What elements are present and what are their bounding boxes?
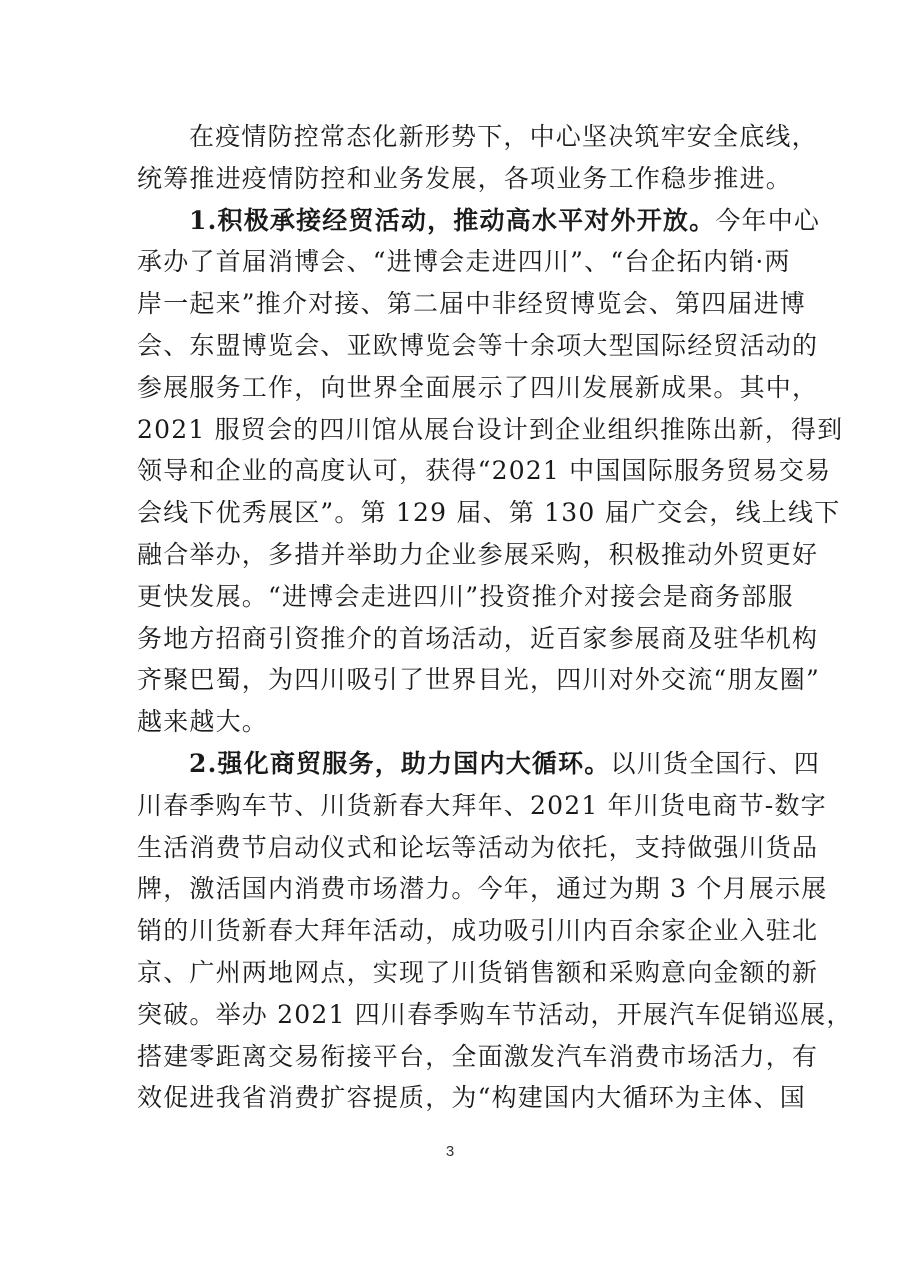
text-line: 生活消费节启动仪式和论坛等活动为依托，支持做强川货品 xyxy=(137,832,819,862)
text-line: 参展服务工作，向世界全面展示了四川发展新成果。其中， xyxy=(137,372,819,402)
text-line: 牌，激活国内消费市场潜力。今年，通过为期 3 个月展示展 xyxy=(137,874,828,904)
text-run: 以川货全国行、四 xyxy=(610,748,821,778)
section-first-line xyxy=(137,743,821,785)
text-line: 在疫情防控常态化新形势下，中心坚决筑牢安全底线， xyxy=(189,122,818,151)
text-line: 搭建零距离交易衔接平台，全面激发汽车消费市场活力，有 xyxy=(137,1041,819,1071)
text-line: 2021 服贸会的四川馆从展台设计到企业组织推陈出新，得到 xyxy=(137,414,844,444)
text-line: 效促进我省消费扩容提质，为“构建国内大循环为主体、国 xyxy=(137,1083,806,1113)
text-line: 川春季购车节、川货新春大拜年、2021 年川货电商节-数字 xyxy=(137,790,827,820)
text-line: 会线下优秀展区”。第 129 届、第 130 届广交会，线上线下 xyxy=(137,498,841,528)
text-line: 务地方招商引资推介的首场活动，近百家参展商及驻华机构 xyxy=(137,623,819,653)
paragraph-section-2 xyxy=(137,743,853,1119)
paragraph-section-1 xyxy=(137,200,844,743)
section-heading: 1.积极承接经贸活动，推动高水平对外开放。 xyxy=(189,205,716,235)
text-line: 越来越大。 xyxy=(137,707,269,737)
text-line: 领导和企业的高度认可，获得“2021 中国国际服务贸易交易 xyxy=(137,456,832,486)
text-line: 承办了首届消博会、“进博会走进四川”、“台企拓内销·两 xyxy=(137,247,791,277)
document-page xyxy=(137,116,853,1119)
text-line: 齐聚巴蜀，为四川吸引了世界目光，四川对外交流“朋友圈” xyxy=(137,665,820,695)
text-line: 融合举办，多措并举助力企业参展采购，积极推动外贸更好 xyxy=(137,539,819,569)
text-line: 会、东盟博览会、亚欧博览会等十余项大型国际经贸活动的 xyxy=(137,330,819,360)
text-line: 岸一起来”推介对接、第二届中非经贸博览会、第四届进博 xyxy=(137,289,806,319)
page-number: 3 xyxy=(445,1143,455,1160)
section-heading: 2.强化商贸服务，助力国内大循环。 xyxy=(189,748,611,778)
text-line: 更快发展。“进博会走进四川”投资推介对接会是商务部服 xyxy=(137,581,794,611)
paragraph-intro xyxy=(137,116,818,200)
text-line: 销的川货新春大拜年活动，成功吸引川内百余家企业入驻北 xyxy=(137,916,819,946)
text-line: 京、广州两地网点，实现了川货销售额和采购意向金额的新 xyxy=(137,957,819,987)
section-first-line xyxy=(137,200,821,242)
text-line: 突破。举办 2021 四川春季购车节活动，开展汽车促销巡展， xyxy=(137,999,853,1029)
text-run: 今年中心 xyxy=(715,205,821,235)
text-line: 统筹推进疫情防控和业务发展，各项业务工作稳步推进。 xyxy=(137,163,793,193)
